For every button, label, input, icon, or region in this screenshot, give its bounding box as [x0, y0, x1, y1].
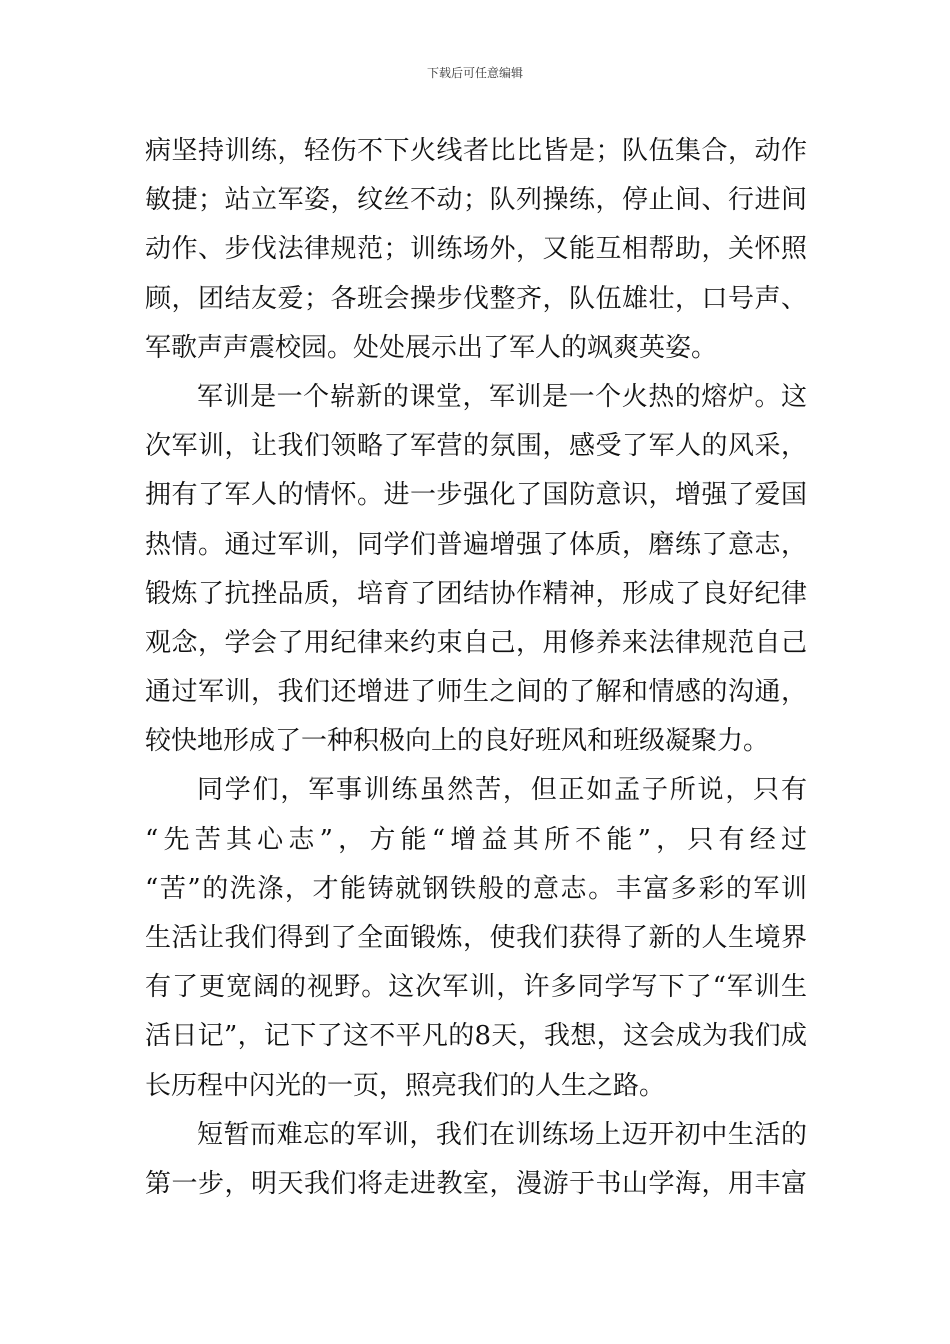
text-line: 活日记”，记下了这不平凡的8天，我想，这会成为我们成 [145, 1021, 807, 1052]
text-line: 军训是一个崭新的课堂，军训是一个火热的熔炉。这 [197, 381, 807, 412]
text-line: 敏捷；站立军姿，纹丝不动；队列操练，停止间、行进间 [145, 185, 807, 216]
text-line: 病坚持训练，轻伤不下火线者比比皆是；队伍集合，动作 [145, 136, 807, 166]
document-body [145, 127, 807, 1209]
text-line: 通过军训，我们还增进了师生之间的了解和情感的沟通， [145, 677, 807, 708]
text-line: 有了更宽阔的视野。这次军训，许多同学写下了“军训生 [145, 972, 807, 1003]
text-line: 热情。通过军训，同学们普遍增强了体质，磨练了意志， [145, 529, 807, 560]
text-line: 锻炼了抗挫品质，培育了团结协作精神，形成了良好纪律 [145, 578, 807, 609]
text-line: 较快地形成了一种积极向上的良好班风和班级凝聚力。 [145, 726, 770, 757]
text-line: 动作、步伐法律规范；训练场外，又能互相帮助，关怀照 [145, 234, 807, 265]
text-line: 同学们，军事训练虽然苦，但正如孟子所说，只有 [197, 775, 807, 806]
text-line: 观念，学会了用纪律来约束自己，用修养来法律规范自己 [145, 627, 807, 658]
text-line: 短暂而难忘的军训，我们在训练场上迈开初中生活的 [197, 1119, 807, 1150]
text-line: “先苦其心志”，方能“增益其所不能”，只有经过 [145, 824, 807, 855]
text-line: “苦”的洗涤，才能铸就钢铁般的意志。丰富多彩的军训 [145, 873, 807, 904]
text-line: 次军训，让我们领略了军营的氛围，感受了军人的风采， [145, 431, 807, 462]
text-line: 拥有了军人的情怀。进一步强化了国防意识，增强了爱国 [145, 480, 807, 511]
page-header-note: 下载后可任意编辑 [426, 66, 523, 80]
text-line: 长历程中闪光的一页，照亮我们的人生之路。 [145, 1070, 666, 1101]
text-line: 第一步，明天我们将走进教室，漫游于书山学海，用丰富 [145, 1168, 807, 1199]
text-line: 军歌声声震校园。处处展示出了军人的飒爽英姿。 [145, 332, 718, 363]
text-line: 生活让我们得到了全面锻炼，使我们获得了新的人生境界 [145, 923, 807, 953]
text-line: 顾，团结友爱；各班会操步伐整齐，队伍雄壮，口号声、 [145, 283, 807, 314]
